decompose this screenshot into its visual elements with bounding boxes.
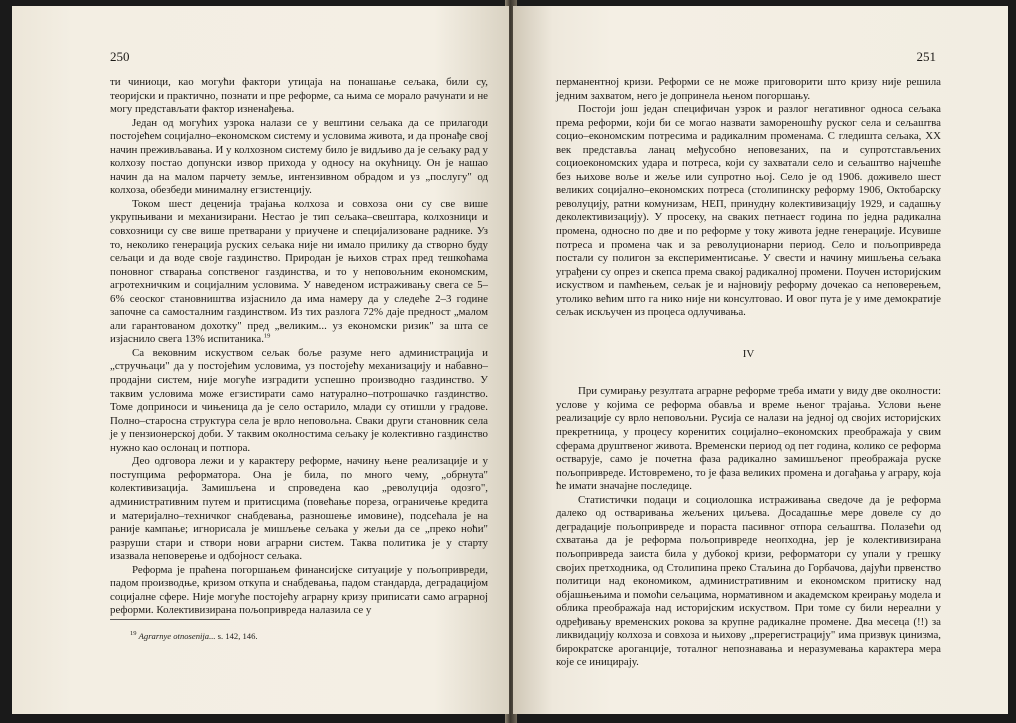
- paragraph: ти чиниоци, као могући фактори утицаја на понашање сељака, били су, теоријски и практично, познати и пре реформе, са њима се морало рачунати и не могу представљати фактор изненађења.: [110, 76, 488, 116]
- page-number: 251: [916, 49, 936, 64]
- paragraph: Постоји још један специфичан узрок и разлог негативног односа сељака према реформи, који би се могао назвати заморенoшћу руског села и сељаштва социо–економским потресима и радикалним променама. С гледишта сељака, XX век представља ланац међусобно неповезаних, па и супротстављених социоекономских ударa и потреса, који су захватали село и сељаштво најчешће без њихове воље и жеље или супротно њој. Село је од 1906. доживело шест великих социјално–економских потреса (столипинску реформу 1906, Октобарску револуцију, ратни комунизам, НЕП, принудну колективизацију 1929, и садашњу деколективизацију). У просеку, на сваких петнаест година по једна радикална промена, односно по две и по реформе у току живота једне генерације. Исувише потреса и промена чак и за револуционарни период. Село и пољопривреда постали су полигон за експериментисање. У свести и начину мишљења сељака уграђени су опрез и скепса према свакој радикалној промени. Поучен историјским искуством и памћењем, сељак је и најновију реформу дочекао са неповерењем, утолико већим што га нико није ни консултовао. И овог пута је у име демократије сељак искључен из процеса одлучивања.: [556, 103, 941, 319]
- paragraph: Реформа је праћена погоршањем финансијске ситуације у пољопривреди, падом производње, кризом откупа и снабдевања, падом стандарда, деградацијом социјалне сфере. Није могуће постојећу аграрну кризу приписати само аграрној реформи. Колективизирана пољопривреда налазила се у: [110, 563, 488, 617]
- paragraph-text: Током шест деценија трајања колхоза и совхоза они су све више укрупњивани и механизирани. Нестао је тип сељака–свештара, колхозници и совхозници су све више претварани у приучене и специјализоване раднике. Уз то, неколико генерација руских сељака није ни имало прилику да створно буду сељаци и да воде своје газдинство. Природан је њихов страх пред тешкоћама поновног стварања сопственог газдинства, и то у неповољним економским, агротехничким и социјалним условима. У наведеном истраживању свега се 5–6% сеоског становништва изјаснило да има намеру да у следеће 2–3 године започне са самосталним газдинством. Из тих разлога 72% даје предност „малом али гарантованом дохотку" пред „великим... уз економски ризик" за шта се изјаснило свега 13% испитаника.: [110, 197, 488, 346]
- section-heading: IV: [742, 347, 755, 360]
- footnote-pages: s. 142, 146.: [215, 630, 258, 641]
- right-page: [513, 6, 1008, 714]
- paragraph: [110, 198, 488, 347]
- footnote: [130, 630, 258, 641]
- paragraph: перманентној кризи. Реформи се не може приговорити што кризу није решила једним захватом, него је допринела њеном погоршању.: [556, 76, 941, 102]
- right-page-body: [556, 76, 941, 670]
- footnote-reference: 19: [263, 332, 271, 340]
- paragraph: При сумирању резултата аграрне реформе треба имати у виду две околности: услове у којима се реформа обавља и време њеног трајања. Услови њене реализације су врло неповољни. Русија се налази на једној од својих историјских прекретница, у процесу коренитих социјално–економских преображаја у свим сферама друштвеног живота. Временски период од пет година, колико се реформа остварује, само је почетна фаза радикално замишљеног преображаја руске пољопривреде. Истовремено, то је фаза великих промена и догађања у аграру, која ће имати значајне последице.: [556, 385, 941, 493]
- left-page-body: [110, 76, 488, 618]
- left-page: [12, 6, 509, 714]
- footnote-title: Agrarnye otnosenija...: [138, 630, 216, 641]
- paragraph: Један од могућих узрока налази се у вештини сељака да се прилагоди постојећем социјално–економском систему и условима живота, и да пронађе свој начин преживљавања. И у колхозном систему било је видљиво да је сељаку рад у колхозу постао допунски извор прихода у односу на окућницу. Он је нашао начин да на малом парчету земље, интензивном обрадом и уз „послугу" од колхоза, обезбеди минималну егзистенцију.: [110, 116, 488, 197]
- paragraph: Са вековним искуством сељак боље разуме него администрација и „стручњаци" да у постојећим условима, уз постојећу механизацију и набавно–продајни систем, није могуће изградити успешно производно газдинство. У таквим условима може егзистирати само натурално–потрошачко газдинство. Томе доприноси и чињеница да је село остарило, млади су отишли у градове. Полно–старосна структура села је врло неповољна. Сваки други становник села је у пензионерској доби. У таквим околностима сељаку је колективно газдинство нужно као ослонац и потпора.: [110, 346, 488, 454]
- paragraph: Статистички подаци и социолошка истраживања сведоче да је реформа далеко од остваривања жељених циљева. Досадашње мере довеле су до деградације пољопривреде и пораста пасивног отпора сељаштва. Полазећи од схватања да је реформа пољопривреде неопходна, јер је колективизирана пољопривреда заиста била у дубокој кризи, реформатори су упали у грешку својих претходника, од Столипина преко Стаљина до Горбачова, дајући првенство политици над економиком, административним и економском притиску над објашњењима и помоћи сељацима, нормативном и академском креирању модела и облика преображаја над историјским искуством. При томе су били нереални у одређивању временских рокова за крупне радикалне промене. Два месеца (!!) за ликвидацију колхоза и совхоза и њихову „пререгистрацију" има призвук цинизма, бирократске ароганције, тоталног непознавања и неразумевања карактера мера које се иницирају.: [556, 493, 941, 669]
- paragraph: Део одговора лежи и у карактеру реформе, начину њене реализације и у поступцима реформатора. Она је била, по много чему, „обрнута" колективизација. Замишљена и спроведена као „револуција одозго", административним путем и притисцима (повећање пореза, ограничење кредита и материјално–техничког снабдевања, разношење имовине), подсећала је на раније кампање; игнорисала је мишљење сељака у жељи да се „преко ноћи" разруши стари и створи нови аграрни систем. Таква политика је у старту изазвала неповерење и одбојност сељака.: [110, 455, 488, 563]
- page-number: 250: [110, 49, 130, 64]
- footnote-divider: [110, 619, 230, 620]
- footnote-number: 19: [130, 630, 137, 637]
